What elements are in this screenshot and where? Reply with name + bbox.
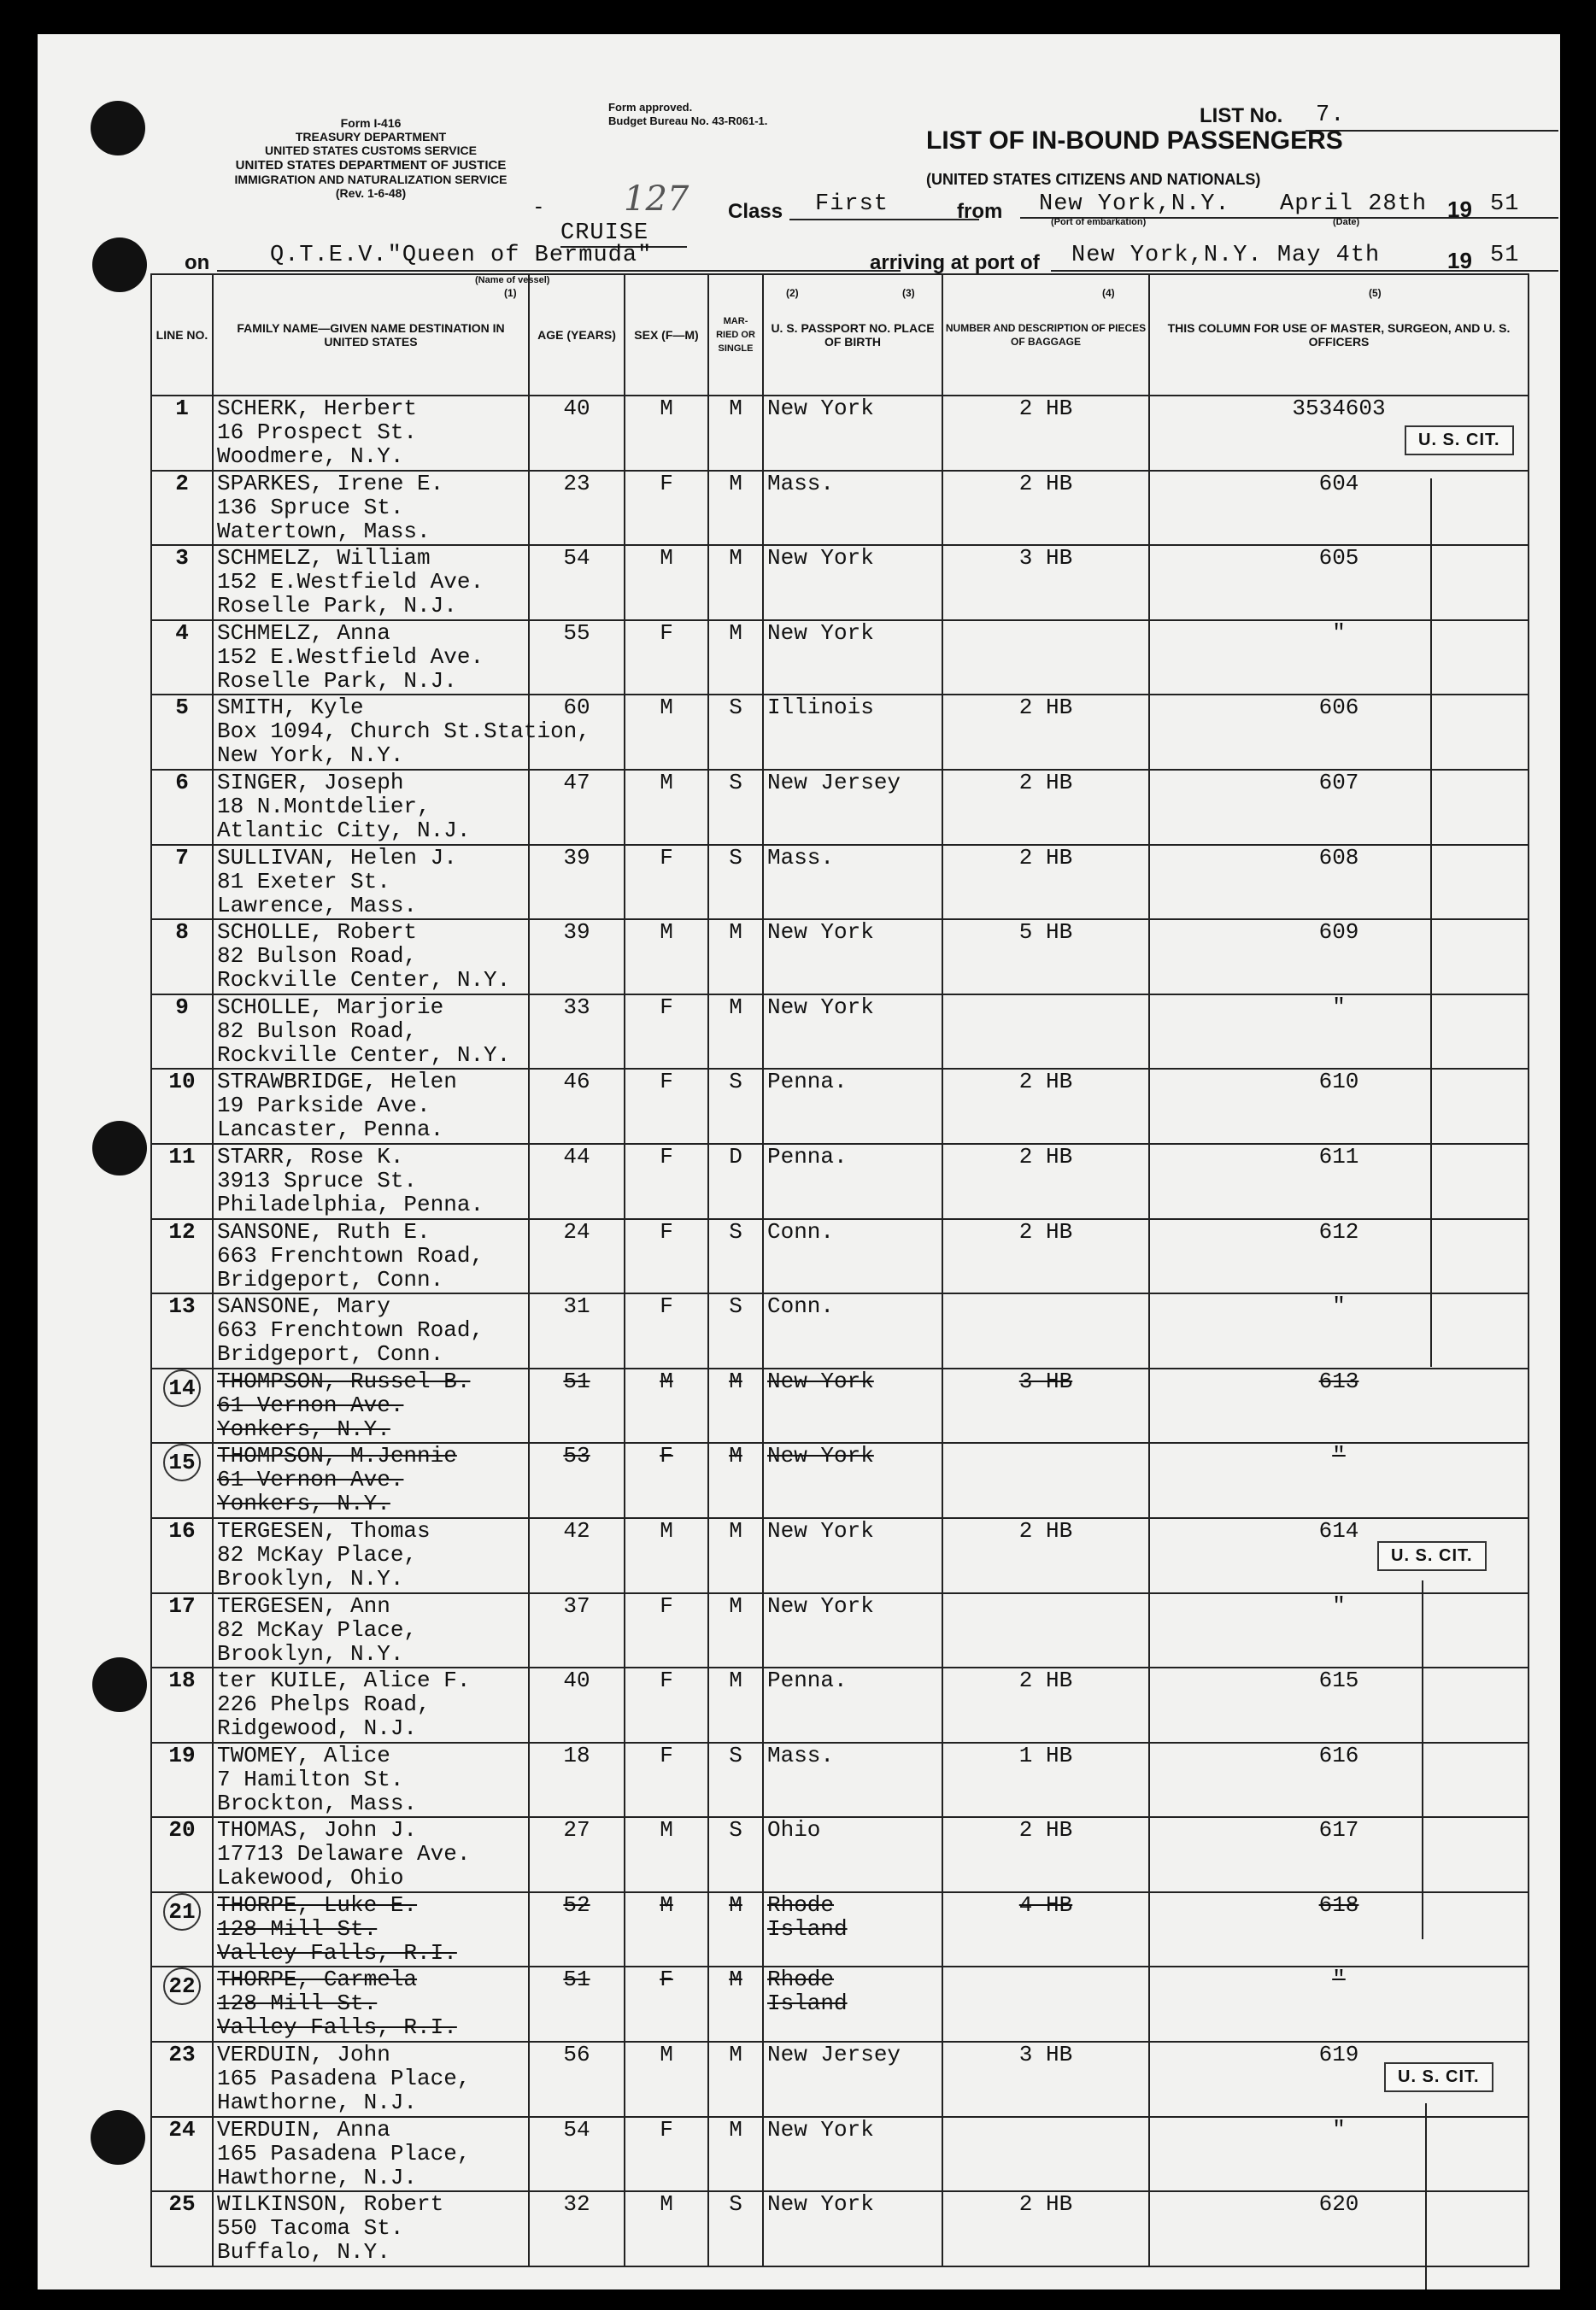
baggage-cell: 2 HB — [942, 770, 1149, 845]
line-number: 8 — [151, 919, 213, 994]
age-cell: 42 — [529, 1518, 625, 1593]
age-cell: 55 — [529, 620, 625, 695]
official-number-cell: " — [1149, 1293, 1529, 1369]
passenger-name-address: SCHERK, Herbert 16 Prospect St. Woodmere, N.Y. — [213, 396, 529, 471]
table-row — [151, 845, 1529, 920]
baggage-cell — [942, 994, 1149, 1070]
age-cell: 52 — [529, 1892, 625, 1967]
line-number — [151, 1967, 213, 2042]
baggage-cell — [942, 1293, 1149, 1369]
birthplace-cell: Rhode Island — [763, 1892, 942, 1967]
official-number-cell: 619 — [1149, 2042, 1529, 2117]
passenger-name-address: WILKINSON, Robert 550 Tacoma St. Buffalo, N.Y. — [213, 2191, 529, 2266]
line-number: 6 — [151, 770, 213, 845]
baggage-cell: 1 HB — [942, 1743, 1149, 1818]
table-row — [151, 1518, 1529, 1593]
from-port: New York,N.Y. — [1039, 191, 1230, 217]
passenger-name-address: TERGESEN, Thomas 82 McKay Place, Brooklyn, N.Y. — [213, 1518, 529, 1593]
official-number-cell: 606 — [1149, 695, 1529, 770]
sex-cell: M — [625, 695, 708, 770]
age-cell: 32 — [529, 2191, 625, 2266]
line-number: 19 — [151, 1743, 213, 1818]
marital-status-cell: S — [708, 845, 763, 920]
sex-cell: F — [625, 1293, 708, 1369]
official-number-cell: " — [1149, 994, 1529, 1070]
passenger-name-address: SANSONE, Mary 663 Frenchtown Road, Bridgeport, Conn. — [213, 1293, 529, 1369]
birthplace-cell: New York — [763, 2117, 942, 2192]
line-number: 10 — [151, 1069, 213, 1144]
table-row — [151, 2042, 1529, 2117]
marital-status-cell: S — [708, 1219, 763, 1294]
official-number-cell: 615 — [1149, 1668, 1529, 1743]
sex-cell: F — [625, 620, 708, 695]
age-cell: 40 — [529, 396, 625, 471]
list-number-line — [1306, 130, 1558, 132]
birthplace-cell: Penna. — [763, 1668, 942, 1743]
passenger-name-address: TERGESEN, Ann 82 McKay Place, Brooklyn, N.Y. — [213, 1593, 529, 1668]
sex-cell: M — [625, 396, 708, 471]
arrival-line — [1051, 270, 1558, 272]
binder-hole — [92, 237, 147, 292]
table-row — [151, 620, 1529, 695]
col-married: MAR- RIED OR SINGLE — [708, 274, 763, 396]
circled-line-number: 21 — [163, 1893, 201, 1931]
official-number-cell: 618 — [1149, 1892, 1529, 1967]
vessel-line — [217, 270, 901, 272]
dash-mark: - — [535, 193, 543, 219]
table-row — [151, 545, 1529, 620]
sex-cell: F — [625, 2117, 708, 2192]
agency-block — [226, 116, 516, 200]
baggage-cell: 2 HB — [942, 2191, 1149, 2266]
marital-status-cell: M — [708, 545, 763, 620]
baggage-cell: 2 HB — [942, 1144, 1149, 1219]
sex-cell: F — [625, 471, 708, 546]
form-number: Form I-416 — [340, 116, 402, 130]
baggage-cell: 2 HB — [942, 471, 1149, 546]
age-cell: 54 — [529, 545, 625, 620]
sex-cell: M — [625, 1892, 708, 1967]
birthplace-cell: New York — [763, 994, 942, 1070]
birthplace-cell: New York — [763, 1593, 942, 1668]
sex-cell: M — [625, 2191, 708, 2266]
line-number: 20 — [151, 1817, 213, 1892]
line-number: 13 — [151, 1293, 213, 1369]
circled-line-number: 22 — [163, 1967, 201, 2005]
official-number-cell: 613 — [1149, 1369, 1529, 1444]
sex-cell: M — [625, 770, 708, 845]
official-number-cell: " — [1149, 1593, 1529, 1668]
col-age: AGE (YEARS) — [529, 274, 625, 396]
age-cell: 46 — [529, 1069, 625, 1144]
table-row — [151, 1817, 1529, 1892]
passenger-name-address: SULLIVAN, Helen J. 81 Exeter St. Lawrence, Mass. — [213, 845, 529, 920]
vessel-name: Q.T.E.V."Queen of Bermuda" — [270, 243, 653, 268]
col-num-4: (4) — [1102, 287, 1115, 299]
birthplace-cell: Ohio — [763, 1817, 942, 1892]
baggage-cell: 3 HB — [942, 2042, 1149, 2117]
marital-status-cell: M — [708, 994, 763, 1070]
form-revision: (Rev. 1-6-48) — [335, 186, 407, 200]
form-approved: Form approved. — [608, 101, 693, 114]
official-number-cell: 608 — [1149, 845, 1529, 920]
baggage-cell: 2 HB — [942, 1518, 1149, 1593]
circled-line-number: 15 — [163, 1444, 201, 1481]
baggage-cell — [942, 1443, 1149, 1518]
age-cell: 37 — [529, 1593, 625, 1668]
marital-status-cell: M — [708, 1369, 763, 1444]
official-number-cell: " — [1149, 2117, 1529, 2192]
line-number: 7 — [151, 845, 213, 920]
sex-cell: F — [625, 1743, 708, 1818]
justice-dept: UNITED STATES DEPARTMENT OF JUSTICE — [235, 158, 507, 173]
col-num-3: (3) — [902, 287, 915, 299]
circled-line-number: 14 — [163, 1369, 201, 1407]
birthplace-cell: New Jersey — [763, 770, 942, 845]
birthplace-cell: New York — [763, 1443, 942, 1518]
marital-status-cell: M — [708, 396, 763, 471]
col-num-5: (5) — [1369, 287, 1382, 299]
age-cell: 18 — [529, 1743, 625, 1818]
marital-status-cell: M — [708, 1892, 763, 1967]
departure-date: April 28th — [1280, 191, 1428, 217]
baggage-cell: 2 HB — [942, 1817, 1149, 1892]
official-number-cell: 607 — [1149, 770, 1529, 845]
official-number-cell: 610 — [1149, 1069, 1529, 1144]
marital-status-cell: S — [708, 2191, 763, 2266]
marital-status-cell: M — [708, 2117, 763, 2192]
table-row — [151, 396, 1529, 471]
birthplace-cell: New York — [763, 919, 942, 994]
table-row — [151, 2117, 1529, 2192]
sex-cell: F — [625, 1443, 708, 1518]
passenger-name-address: VERDUIN, John 165 Pasadena Place, Hawthorne, N.J. — [213, 2042, 529, 2117]
sex-cell: F — [625, 1967, 708, 2042]
line-number: 16 — [151, 1518, 213, 1593]
age-cell: 27 — [529, 1817, 625, 1892]
table-row — [151, 919, 1529, 994]
passenger-name-address: THOMPSON, M.Jennie 61 Vernon Ave. Yonkers, N.Y. — [213, 1443, 529, 1518]
table-row — [151, 1144, 1529, 1219]
binder-hole — [92, 1121, 147, 1176]
col-sex: SEX (F—M) — [625, 274, 708, 396]
list-number-label: LIST No. — [1200, 104, 1283, 127]
binder-hole — [91, 101, 145, 155]
marital-status-cell: M — [708, 1593, 763, 1668]
passenger-name-address: TWOMEY, Alice 7 Hamilton St. Brockton, Mass. — [213, 1743, 529, 1818]
official-number-cell: 614 — [1149, 1518, 1529, 1593]
sex-cell: F — [625, 1144, 708, 1219]
line-number: 5 — [151, 695, 213, 770]
passenger-name-address: SANSONE, Ruth E. 663 Frenchtown Road, Bridgeport, Conn. — [213, 1219, 529, 1294]
class-line — [789, 219, 979, 220]
list-number: 7. — [1316, 103, 1346, 128]
birthplace-cell: New York — [763, 396, 942, 471]
passenger-name-address: THORPE, Luke E. 128 Mill St. Valley Falls, R.I. — [213, 1892, 529, 1967]
marital-status-cell: M — [708, 1518, 763, 1593]
line-number: 4 — [151, 620, 213, 695]
ins-service: IMMIGRATION AND NATURALIZATION SERVICE — [234, 173, 508, 186]
us-citizen-stamp: U. S. CIT. — [1405, 425, 1514, 455]
line-number: 23 — [151, 2042, 213, 2117]
table-row — [151, 1593, 1529, 1668]
official-number-cell: 611 — [1149, 1144, 1529, 1219]
birthplace-cell: New York — [763, 545, 942, 620]
official-number-cell: 620 — [1149, 2191, 1529, 2266]
line-number — [151, 1443, 213, 1518]
arrival-port-date: New York,N.Y. May 4th — [1071, 243, 1381, 268]
baggage-cell: 5 HB — [942, 919, 1149, 994]
age-cell: 51 — [529, 1967, 625, 2042]
passenger-name-address: VERDUIN, Anna 165 Pasadena Place, Hawthorne, N.J. — [213, 2117, 529, 2192]
col-baggage: NUMBER AND DESCRIPTION OF PIECES OF BAGGAGE — [942, 274, 1149, 396]
age-cell: 40 — [529, 1668, 625, 1743]
table-row — [151, 1892, 1529, 1967]
baggage-cell: 3 HB — [942, 545, 1149, 620]
passenger-name-address: THOMPSON, Russel B. 61 Vernon Ave. Yonkers, N.Y. — [213, 1369, 529, 1444]
line-number: 9 — [151, 994, 213, 1070]
table-row — [151, 1743, 1529, 1818]
line-number — [151, 1369, 213, 1444]
col-line-no: LINE NO. — [151, 274, 213, 396]
marital-status-cell: S — [708, 1069, 763, 1144]
birthplace-cell: New York — [763, 1369, 942, 1444]
official-number-cell: " — [1149, 1967, 1529, 2042]
birthplace-cell: Penna. — [763, 1144, 942, 1219]
table-row — [151, 770, 1529, 845]
passenger-rows — [151, 396, 1529, 2266]
class-value: First — [815, 191, 889, 217]
line-number: 25 — [151, 2191, 213, 2266]
form-subtitle: (UNITED STATES CITIZENS AND NATIONALS) — [926, 171, 1261, 188]
sex-cell: M — [625, 545, 708, 620]
binder-hole — [92, 1657, 147, 1712]
line-number: 3 — [151, 545, 213, 620]
sex-cell: M — [625, 1817, 708, 1892]
table-row — [151, 1443, 1529, 1518]
baggage-cell — [942, 1593, 1149, 1668]
passenger-name-address: SINGER, Joseph 18 N.Montdelier, Atlantic City, N.J. — [213, 770, 529, 845]
passenger-name-address: SCHMELZ, William 152 E.Westfield Ave. Roselle Park, N.J. — [213, 545, 529, 620]
table-row — [151, 471, 1529, 546]
marital-status-cell: S — [708, 770, 763, 845]
marital-status-cell: M — [708, 1443, 763, 1518]
baggage-cell: 2 HB — [942, 845, 1149, 920]
age-cell: 44 — [529, 1144, 625, 1219]
birthplace-cell: Penna. — [763, 1069, 942, 1144]
birthplace-cell: Conn. — [763, 1293, 942, 1369]
sex-cell: F — [625, 994, 708, 1070]
passenger-name-address: SCHOLLE, Marjorie 82 Bulson Road, Rockville Center, N.Y. — [213, 994, 529, 1070]
col-official-use: THIS COLUMN FOR USE OF MASTER, SURGEON, AND U. S. OFFICERS — [1149, 274, 1529, 396]
marital-status-cell: M — [708, 2042, 763, 2117]
marital-status-cell: D — [708, 1144, 763, 1219]
sex-cell: F — [625, 845, 708, 920]
baggage-cell: 3 HB — [942, 1369, 1149, 1444]
baggage-cell — [942, 2117, 1149, 2192]
binder-hole — [91, 2110, 145, 2165]
year-prefix-1: 19 — [1447, 196, 1472, 222]
line-number: 24 — [151, 2117, 213, 2192]
table-row — [151, 1219, 1529, 1294]
passenger-name-address: THORPE, Carmela 128 Mill St. Valley Falls, R.I. — [213, 1967, 529, 2042]
age-cell: 33 — [529, 994, 625, 1070]
official-number-cell: 605 — [1149, 545, 1529, 620]
age-cell: 31 — [529, 1293, 625, 1369]
passenger-name-address: STRAWBRIDGE, Helen 19 Parkside Ave. Lancaster, Penna. — [213, 1069, 529, 1144]
birthplace-cell: Mass. — [763, 845, 942, 920]
table-row — [151, 1293, 1529, 1369]
on-label: on — [185, 251, 210, 274]
birthplace-cell: Illinois — [763, 695, 942, 770]
line-number: 12 — [151, 1219, 213, 1294]
sex-cell: M — [625, 919, 708, 994]
passenger-name-address: THOMAS, John J. 17713 Delaware Ave. Lakewood, Ohio — [213, 1817, 529, 1892]
age-cell: 39 — [529, 919, 625, 994]
marital-status-cell: S — [708, 695, 763, 770]
marital-status-cell: S — [708, 1817, 763, 1892]
passenger-table — [150, 273, 1529, 2267]
birthplace-cell: Conn. — [763, 1219, 942, 1294]
year-2: 51 — [1490, 243, 1520, 268]
age-cell: 24 — [529, 1219, 625, 1294]
birthplace-cell: New York — [763, 1518, 942, 1593]
baggage-cell: 2 HB — [942, 396, 1149, 471]
age-cell: 56 — [529, 2042, 625, 2117]
line-number — [151, 1892, 213, 1967]
table-row — [151, 695, 1529, 770]
line-number: 11 — [151, 1144, 213, 1219]
marital-status-cell: M — [708, 471, 763, 546]
official-number-cell: 3534603 — [1149, 396, 1529, 471]
year-prefix-2: 19 — [1447, 248, 1472, 273]
table-row — [151, 1967, 1529, 2042]
baggage-cell: 2 HB — [942, 695, 1149, 770]
official-number-cell: 617 — [1149, 1817, 1529, 1892]
line-number: 2 — [151, 471, 213, 546]
age-cell: 47 — [529, 770, 625, 845]
customs-service: UNITED STATES CUSTOMS SERVICE — [265, 144, 477, 157]
sex-cell: M — [625, 1369, 708, 1444]
line-number: 18 — [151, 1668, 213, 1743]
birthplace-cell: Mass. — [763, 471, 942, 546]
col-birthplace: U. S. PASSPORT NO. PLACE OF BIRTH — [763, 274, 942, 396]
year-1: 51 — [1490, 191, 1520, 217]
official-number-cell: 612 — [1149, 1219, 1529, 1294]
passenger-name-address: SMITH, Kyle Box 1094, Church St.Station, New York, N.Y. — [213, 695, 529, 770]
official-number-cell: 609 — [1149, 919, 1529, 994]
table-row — [151, 1668, 1529, 1743]
treasury-dept: TREASURY DEPARTMENT — [295, 130, 447, 144]
sex-cell: M — [625, 2042, 708, 2117]
sex-cell: F — [625, 1593, 708, 1668]
sex-cell: F — [625, 1668, 708, 1743]
port-caption: (Port of embarkation) — [1051, 217, 1147, 227]
sex-cell: F — [625, 1219, 708, 1294]
passenger-name-address: SPARKES, Irene E. 136 Spruce St. Watertown, Mass. — [213, 471, 529, 546]
sex-cell: F — [625, 1069, 708, 1144]
us-citizen-stamp: U. S. CIT. — [1377, 1541, 1487, 1571]
age-cell: 54 — [529, 2117, 625, 2192]
birthplace-cell: Rhode Island — [763, 1967, 942, 2042]
marital-status-cell: M — [708, 1967, 763, 2042]
passenger-name-address: SCHMELZ, Anna 152 E.Westfield Ave. Roselle Park, N.J. — [213, 620, 529, 695]
official-number-cell: 604 — [1149, 471, 1529, 546]
from-label: from — [957, 200, 1003, 223]
table-row — [151, 1369, 1529, 1444]
vessel-caption: (Name of vessel) — [475, 275, 550, 285]
passenger-name-address: STARR, Rose K. 3913 Spruce St. Philadelphia, Penna. — [213, 1144, 529, 1219]
col-name-destination: FAMILY NAME—GIVEN NAME DESTINATION IN UNITED STATES — [213, 274, 529, 396]
col-num-1: (1) — [504, 287, 517, 299]
approval-block — [608, 101, 767, 128]
budget-bureau: Budget Bureau No. 43-R061-1. — [608, 114, 768, 127]
table-row — [151, 2191, 1529, 2266]
marital-status-cell: M — [708, 620, 763, 695]
handwritten-number: 127 — [624, 179, 689, 219]
sex-cell: M — [625, 1518, 708, 1593]
class-label: Class — [728, 200, 783, 223]
official-number-cell: " — [1149, 1443, 1529, 1518]
birthplace-cell: New York — [763, 2191, 942, 2266]
baggage-cell — [942, 620, 1149, 695]
passenger-name-address: SCHOLLE, Robert 82 Bulson Road, Rockville Center, N.Y. — [213, 919, 529, 994]
from-line — [1020, 217, 1558, 219]
arriving-label: arriving at port of — [870, 251, 1040, 274]
us-citizen-stamp: U. S. CIT. — [1384, 2062, 1493, 2092]
table-row — [151, 1069, 1529, 1144]
birthplace-cell: New Jersey — [763, 2042, 942, 2117]
marital-status-cell: S — [708, 1743, 763, 1818]
age-cell: 60 — [529, 695, 625, 770]
official-number-cell: " — [1149, 620, 1529, 695]
passenger-name-address: ter KUILE, Alice F. 226 Phelps Road, Ridgewood, N.J. — [213, 1668, 529, 1743]
marital-status-cell: M — [708, 919, 763, 994]
baggage-cell: 2 HB — [942, 1668, 1149, 1743]
table-row — [151, 994, 1529, 1070]
col-num-2: (2) — [786, 287, 799, 299]
birthplace-cell: New York — [763, 620, 942, 695]
form-title: LIST OF IN-BOUND PASSENGERS — [926, 126, 1343, 155]
baggage-cell: 2 HB — [942, 1069, 1149, 1144]
marital-status-cell: M — [708, 1668, 763, 1743]
age-cell: 39 — [529, 845, 625, 920]
cruise-note: CRUISE — [560, 220, 649, 246]
header-row — [151, 274, 1529, 396]
line-number: 1 — [151, 396, 213, 471]
line-number: 17 — [151, 1593, 213, 1668]
age-cell: 53 — [529, 1443, 625, 1518]
age-cell: 51 — [529, 1369, 625, 1444]
age-cell: 23 — [529, 471, 625, 546]
marital-status-cell: S — [708, 1293, 763, 1369]
baggage-cell — [942, 1967, 1149, 2042]
baggage-cell: 2 HB — [942, 1219, 1149, 1294]
official-number-cell: 616 — [1149, 1743, 1529, 1818]
birthplace-cell: Mass. — [763, 1743, 942, 1818]
baggage-cell: 4 HB — [942, 1892, 1149, 1967]
date-caption: (Date) — [1333, 217, 1360, 227]
